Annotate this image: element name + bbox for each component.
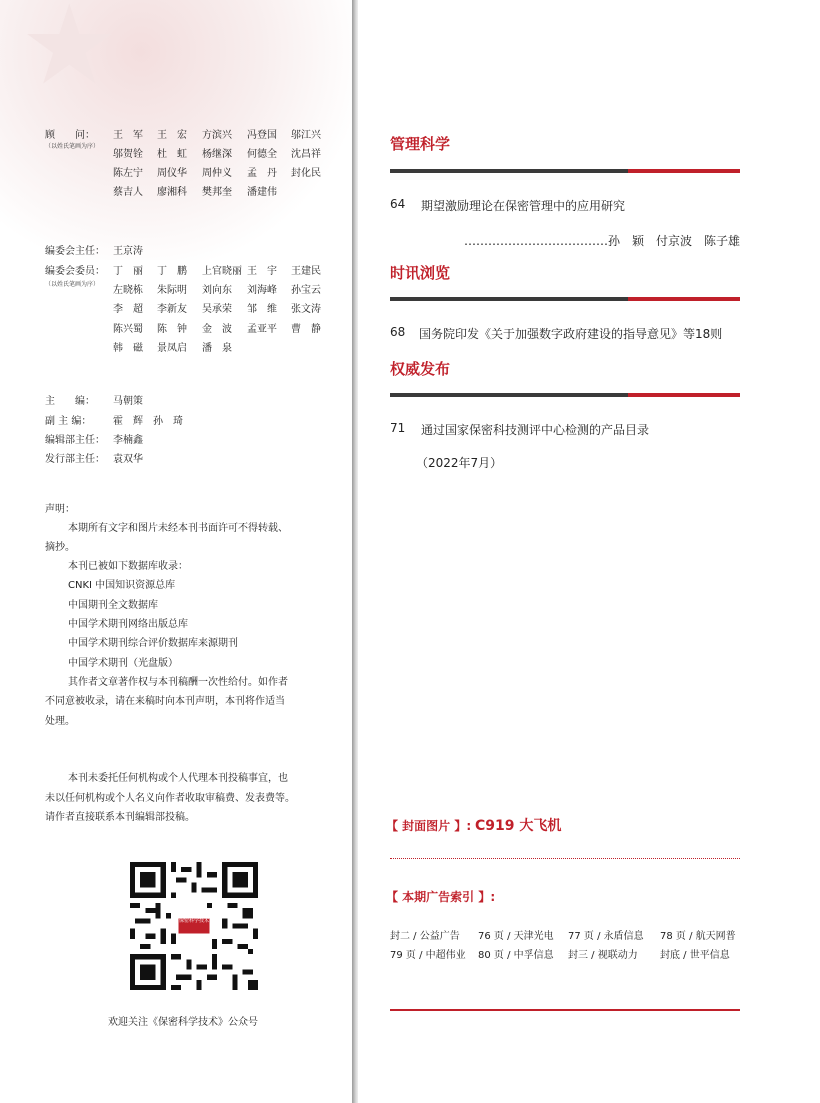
committee-member-name: 韩 磁 [113,343,143,354]
toc-subtitle: （2022年7月） [416,456,503,470]
committee-member-name: 上官晓丽 [202,266,242,277]
section-bar [390,393,740,397]
advisor-name: 冯登国 [247,130,277,141]
committee-member-name: 陈 钟 [157,324,187,335]
committee-member-name: 朱际明 [157,285,187,296]
advisor-name: 方滨兴 [202,130,232,141]
committee-member-name: 邹 维 [247,304,277,315]
toc-page: 71 [390,421,406,435]
staff-label: 编辑部主任： [45,435,105,446]
toc-link-article[interactable]: 国务院印发《关于加强数字政府建设的指导意见》等18则 [419,327,723,341]
statement-line: 其作者文章著作权与本刊稿酬一次性给付。如作者 [68,677,288,688]
advisor-name: 邬江兴 [291,130,321,141]
statement-line: 中国期刊全文数据库 [68,600,158,611]
committee-member-name: 左晓栋 [113,285,143,296]
section-title: 管理科学 [390,135,451,153]
committee-member-name: 陈兴蜀 [113,324,143,335]
section-bar [390,169,740,173]
ad-entry: 77 页 / 永盾信息 [568,931,644,942]
toc-page: 64 [390,197,406,211]
ad-entry: 封二 / 公益广告 [390,931,460,942]
committee-member-name: 李 超 [113,304,143,315]
committee-member-name: 李新友 [157,304,187,315]
ad-entry: 80 页 / 中孚信息 [478,950,554,961]
advisor-name: 周仪华 [157,168,187,179]
section-bar [390,297,740,301]
committee-member-name: 曹 静 [291,324,321,335]
advisor-name: 蔡吉人 [113,187,143,198]
section-title: 时讯浏览 [390,264,451,282]
committee-member-name: 孟亚平 [247,324,277,335]
advisor-name: 陈左宁 [113,168,143,179]
committee-member-name: 孙宝云 [291,285,321,296]
ad-entry: 封底 / 世平信息 [660,950,730,961]
qr-center-label: 保密科学技术 [178,918,209,924]
advisor-name: 潘建伟 [247,187,277,198]
advisor-name: 王 军 [113,130,143,141]
cover-label: 【 封面图片 】: [386,819,472,833]
section-title: 权威发布 [390,360,451,378]
advisor-name: 何德全 [247,149,277,160]
star-watermark-icon: ★ [20,0,119,109]
advisor-name: 孟 丹 [247,168,277,179]
advisor-name: 邬贺铨 [113,149,143,160]
committee-member-name: 潘 泉 [202,343,232,354]
committee-director-name: 王京涛 [113,246,143,257]
staff-label: 主 编： [45,396,95,407]
dotted-divider [390,858,740,859]
committee-note: （以姓氏笔画为序） [45,281,100,288]
advisor-name: 封化民 [291,168,321,179]
committee-members-label: 编委会委员： [45,266,105,277]
committee-member-name: 丁 丽 [113,266,143,277]
ad-entry: 76 页 / 天津光电 [478,931,554,942]
committee-member-name: 张文涛 [291,304,321,315]
bottom-divider [390,1009,740,1011]
statement-line: 中国学术期刊综合评价数据库来源期刊 [68,638,238,649]
statement-title: 声明： [45,504,75,515]
committee-member-name: 景凤启 [157,343,187,354]
statement-line: 本刊已被如下数据库收录： [68,561,188,572]
committee-member-name: 吴承荣 [202,304,232,315]
notice-line: 未以任何机构或个人名义向作者收取审稿费、发表费等。 [45,793,295,804]
committee-member-name: 丁 鹏 [157,266,187,277]
committee-member-name: 王 宇 [247,266,277,277]
advisor-name: 周仲义 [202,168,232,179]
cover-value: C919 大飞机 [475,818,562,834]
statement-line: 中国学术期刊（光盘版） [68,658,178,669]
staff-label: 发行部主任： [45,454,105,465]
statement-line: 本期所有文字和图片未经本刊书面许可不得转载、 [68,523,288,534]
ad-index-label: 【 本期广告索引 】: [386,890,496,904]
toc-link-article[interactable]: 通过国家保密科技测评中心检测的产品目录 [421,423,650,437]
advisor-name: 廖湘科 [157,187,187,198]
ad-entry: 78 页 / 航天网普 [660,931,736,942]
notice-line: 请作者直接联系本刊编辑部投稿。 [45,812,195,823]
staff-value: 袁双华 [113,454,143,465]
notice-line: 本刊未委托任何机构或个人代理本刊投稿事宜，也 [68,773,288,784]
advisor-name: 杨继深 [202,149,232,160]
advisor-name: 王 宏 [157,130,187,141]
committee-member-name: 王建民 [291,266,321,277]
committee-member-name: 金 波 [202,324,232,335]
statement-line: CNKI 中国知识资源总库 [68,580,176,591]
statement-line: 不同意被收录，请在来稿时向本刊声明，本刊将作适当 [45,696,285,707]
staff-label: 副 主 编： [45,416,92,427]
statement-line: 中国学术期刊网络出版总库 [68,619,188,630]
qr-code [130,862,258,990]
staff-value: 马朝策 [113,396,143,407]
toc-page: 68 [390,325,406,339]
qr-caption: 欢迎关注《保密科学技术》公众号 [108,1017,258,1028]
toc-authors: ………………………………孙 颖 付京波 陈子雄 [463,234,740,248]
committee-member-name: 刘海峰 [247,285,277,296]
staff-value: 霍 辉 孙 琦 [113,416,183,427]
toc-link-article[interactable]: 期望激励理论在保密管理中的应用研究 [421,199,626,213]
advisor-name: 沈昌祥 [291,149,321,160]
committee-member-name: 刘向东 [202,285,232,296]
advisor-name: 杜 虹 [157,149,187,160]
advisors-label: 顾 问： [45,130,95,141]
statement-line: 摘抄。 [45,542,75,553]
advisor-name: 樊邦奎 [202,187,232,198]
staff-value: 李楠鑫 [113,435,143,446]
page-gutter [352,0,358,1103]
left-panel [0,0,352,1103]
committee-director-label: 编委会主任： [45,246,105,257]
ad-entry: 封三 / 视联动力 [568,950,638,961]
advisors-note: （以姓氏笔画为序） [45,143,100,150]
ad-entry: 79 页 / 中超伟业 [390,950,466,961]
statement-line: 处理。 [45,716,75,727]
